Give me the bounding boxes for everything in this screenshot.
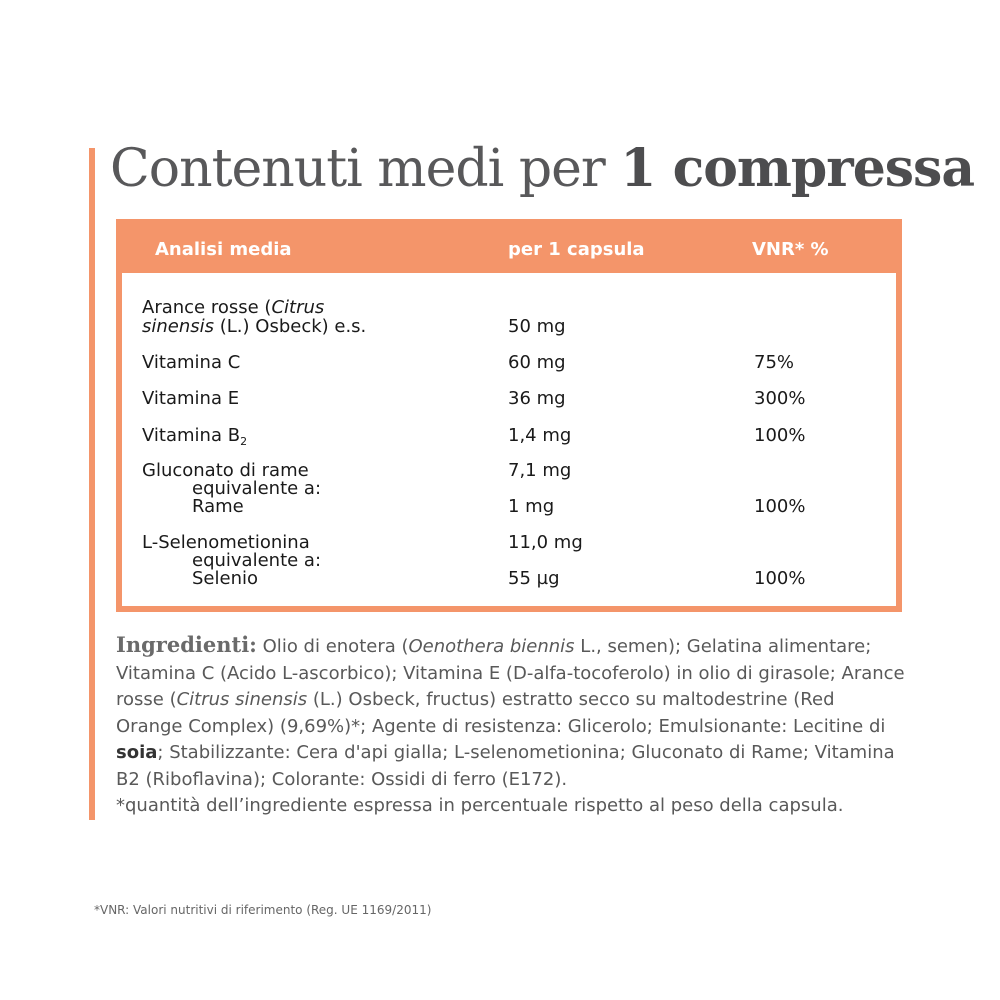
- row-vitc-vnr: 75%: [754, 352, 795, 373]
- arance-text1: Arance rosse (: [142, 297, 272, 318]
- row-vitc-name: Vitamina C: [142, 352, 241, 373]
- header-analisi: Analisi media: [155, 239, 292, 260]
- row-vite-amount: 36 mg: [508, 388, 566, 409]
- page-title: [110, 138, 974, 199]
- row-arance-amount: 50 mg: [508, 316, 566, 337]
- ingredients-note: *quantità dell’ingrediente espressa in percentuale rispetto al peso della capsula.: [116, 795, 844, 816]
- row-arance-name-line1: [142, 299, 324, 317]
- nutrition-table: [116, 219, 902, 612]
- ingredients-text4: ; Stabilizzante: Cera d'api gialla; L-selenometionina; Gluconato di Rame; Vitamina B2 (Riboflavina); Colorante: Ossidi di ferro (E172).: [116, 742, 895, 790]
- row-vite-vnr: 300%: [754, 388, 806, 409]
- ingredients-block: [116, 632, 906, 820]
- row-gluconato-name: Gluconato di rame: [142, 460, 309, 481]
- row-selenio-amount: 55 µg: [508, 568, 560, 589]
- row-arance-name-line2: [142, 318, 366, 336]
- title-prefix: Contenuti medi per: [110, 139, 621, 199]
- table-header: [122, 225, 896, 273]
- row-rame-amount: 1 mg: [508, 496, 555, 517]
- vitb-subscript: 2: [240, 435, 248, 448]
- vnr-footnote: *VNR: Valori nutritivi di riferimento (Reg. UE 1169/2011): [94, 903, 432, 917]
- arance-text2: (L.) Osbeck) e.s.: [214, 316, 367, 337]
- row-gluconato-equiv: equivalente a:: [192, 478, 322, 499]
- accent-bar: [89, 148, 95, 820]
- arance-italic1: Citrus: [271, 297, 325, 318]
- ingredients-italic1: Oenothera biennis: [408, 636, 575, 657]
- ingredients-bold-soia: soia: [116, 742, 158, 763]
- row-seleno-name: L-Selenometionina: [142, 532, 310, 553]
- arance-italic2: sinensis: [142, 316, 215, 337]
- row-selenio-vnr: 100%: [754, 568, 806, 589]
- row-vite-name: Vitamina E: [142, 388, 240, 409]
- row-vitb-name: [142, 425, 248, 448]
- header-vnr: VNR* %: [752, 239, 829, 260]
- row-selenio-name: Selenio: [192, 568, 258, 589]
- row-seleno-amount: 11,0 mg: [508, 532, 583, 553]
- row-vitc-amount: 60 mg: [508, 352, 566, 373]
- row-rame-name: Rame: [192, 496, 244, 517]
- ingredients-text2: L., semen); Gelatina alimentare; Vitamina C (Acido L-ascorbico); Vitamina E (D-alfa-tocoferolo) in olio di girasole; Arance rosse (: [116, 636, 905, 710]
- ingredients-text1: Olio di enotera (: [256, 636, 409, 657]
- header-per-capsula: per 1 capsula: [508, 239, 645, 260]
- ingredients-italic2: Citrus sinensis: [176, 689, 308, 710]
- ingredients-label: Ingredienti:: [116, 632, 257, 657]
- ingredients-text3: (L.) Osbeck, fructus) estratto secco su maltodestrine (Red Orange Complex) (9,69%)*; Agente di resistenza: Glicerolo; Emulsionante: Lecitine di: [116, 689, 886, 737]
- row-vitb-vnr: 100%: [754, 425, 806, 446]
- row-seleno-equiv: equivalente a:: [192, 550, 322, 571]
- row-gluconato-amount: 7,1 mg: [508, 460, 572, 481]
- title-bold: 1 compressa: [620, 138, 975, 199]
- row-rame-vnr: 100%: [754, 496, 806, 517]
- vitb-text: Vitamina B: [142, 425, 241, 446]
- row-vitb-amount: 1,4 mg: [508, 425, 572, 446]
